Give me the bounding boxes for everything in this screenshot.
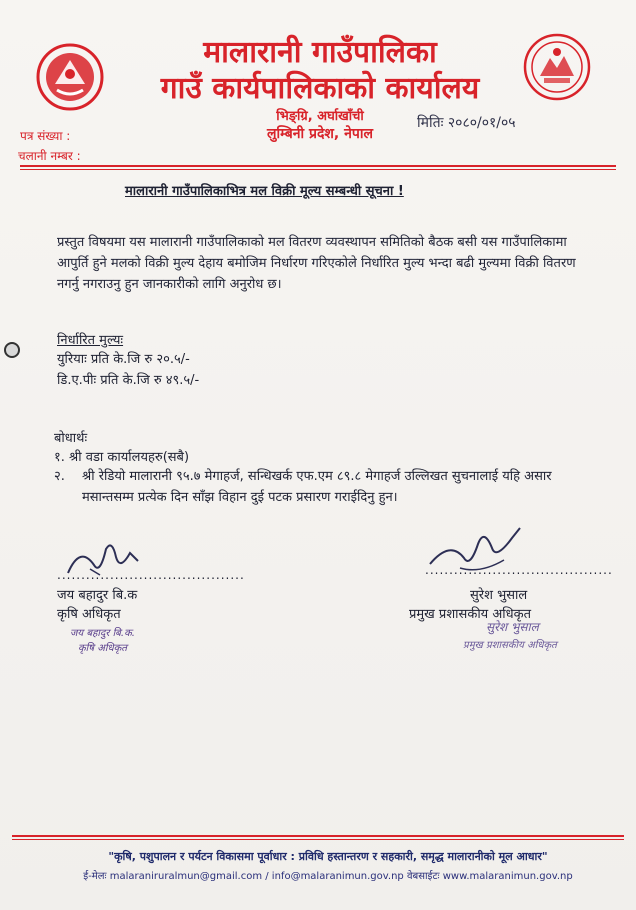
office-title-line1: मालारानी गाउँपालिका	[203, 35, 437, 70]
chalani-number-label: चलानी नम्बर :	[18, 149, 81, 163]
left-stamp-post: कृषि अधिकृत	[78, 643, 127, 654]
cc-item-1: १. श्री वडा कार्यालयहरु(सबै)	[54, 450, 190, 465]
left-signatory-post: कृषि अधिकृत	[57, 607, 121, 622]
header-divider	[20, 165, 616, 167]
right-signature-line: .......................................	[425, 563, 613, 577]
left-stamp-name: जय बहादुर बि.क.	[70, 628, 135, 639]
nepal-emblem-left-icon	[35, 42, 105, 112]
cc-item-2-number: २.	[54, 469, 65, 484]
fixed-price-label: निर्धारित मुल्यः	[57, 333, 124, 348]
footer-contact: ई-मेलः malaraniruralmun@gmail.com / info@malaranimun.gov.np वेबसाईटः www.malaranimun.gov.np	[83, 871, 573, 882]
left-signatory-name: जय बहादुर बि.क	[57, 588, 138, 603]
address-line1: भिङ्ग्रि, अर्घाखाँची	[276, 109, 364, 124]
cc-item-2: श्री रेडियो मालारानी ९५.७ मेगाहर्ज, सन्धिखर्क एफ.एम ८९.८ मेगाहर्ज उल्लिखत सुचनालाई यहि असार मसान्तसम्म प्रत्येक दिन साँझ विहान दुई पटक प्रसारण गराईदिनु हुन।	[82, 469, 552, 505]
subject-heading: मालारानी गाउँपालिकाभित्र मल विक्री मूल्य सम्बन्धी सूचना !	[125, 184, 404, 199]
left-signature-line: .......................................	[57, 568, 245, 582]
address-line2: लुम्बिनी प्रदेश, नेपाल	[267, 126, 373, 142]
footer-divider-thin	[12, 839, 624, 840]
date-label: मितिः २०८०/०१/०५	[417, 115, 516, 131]
body-paragraph: प्रस्तुत विषयमा यस मालारानी गाउँपालिकाको मल वितरण व्यवस्थापन समितिको बैठक बसी यस गाउँपालिकामा आपुर्ति हुने मलको विक्री मुल्य देहाय बमोजिम निर्धारण गरिएकोले निर्धारित मुल्य भन्दा बढी मुल्यमा विक्री वितरण नगर्नु नगराउनु हुन जानकारीको लागि अनुरोध छ।	[57, 235, 576, 292]
right-signatory-name: सुरेश भुसाल	[470, 588, 528, 603]
right-signatory-post: प्रमुख प्रशासकीय अधिकृत	[409, 607, 532, 622]
patra-sankhya-label: पत्र संख्या :	[20, 129, 71, 143]
dap-price: डि.ए.पीः प्रति के.जि रु ४९.५/-	[57, 373, 200, 388]
footer-motto: "कृषि, पशुपालन र पर्यटन विकासमा पूर्वाधार : प्रविधि हस्तान्तरण र सहकारी, समृद्ध मालारानीको मूल आधार"	[108, 850, 548, 863]
right-stamp-name: सुरेश भुसाल	[486, 620, 539, 634]
right-stamp-post: प्रमुख प्रशासकीय अधिकृत	[463, 640, 557, 651]
cc-heading: बोधार्थः	[54, 431, 88, 446]
footer-divider	[12, 835, 624, 837]
office-title-line2: गाउँ कार्यपालिकाको कार्यालय	[160, 71, 480, 106]
municipality-logo-right-icon	[522, 32, 592, 102]
punch-hole-icon	[4, 342, 20, 358]
urea-price: युरियाः प्रति के.जि रु २०.५/-	[57, 352, 190, 367]
header-divider-thin	[20, 169, 616, 170]
